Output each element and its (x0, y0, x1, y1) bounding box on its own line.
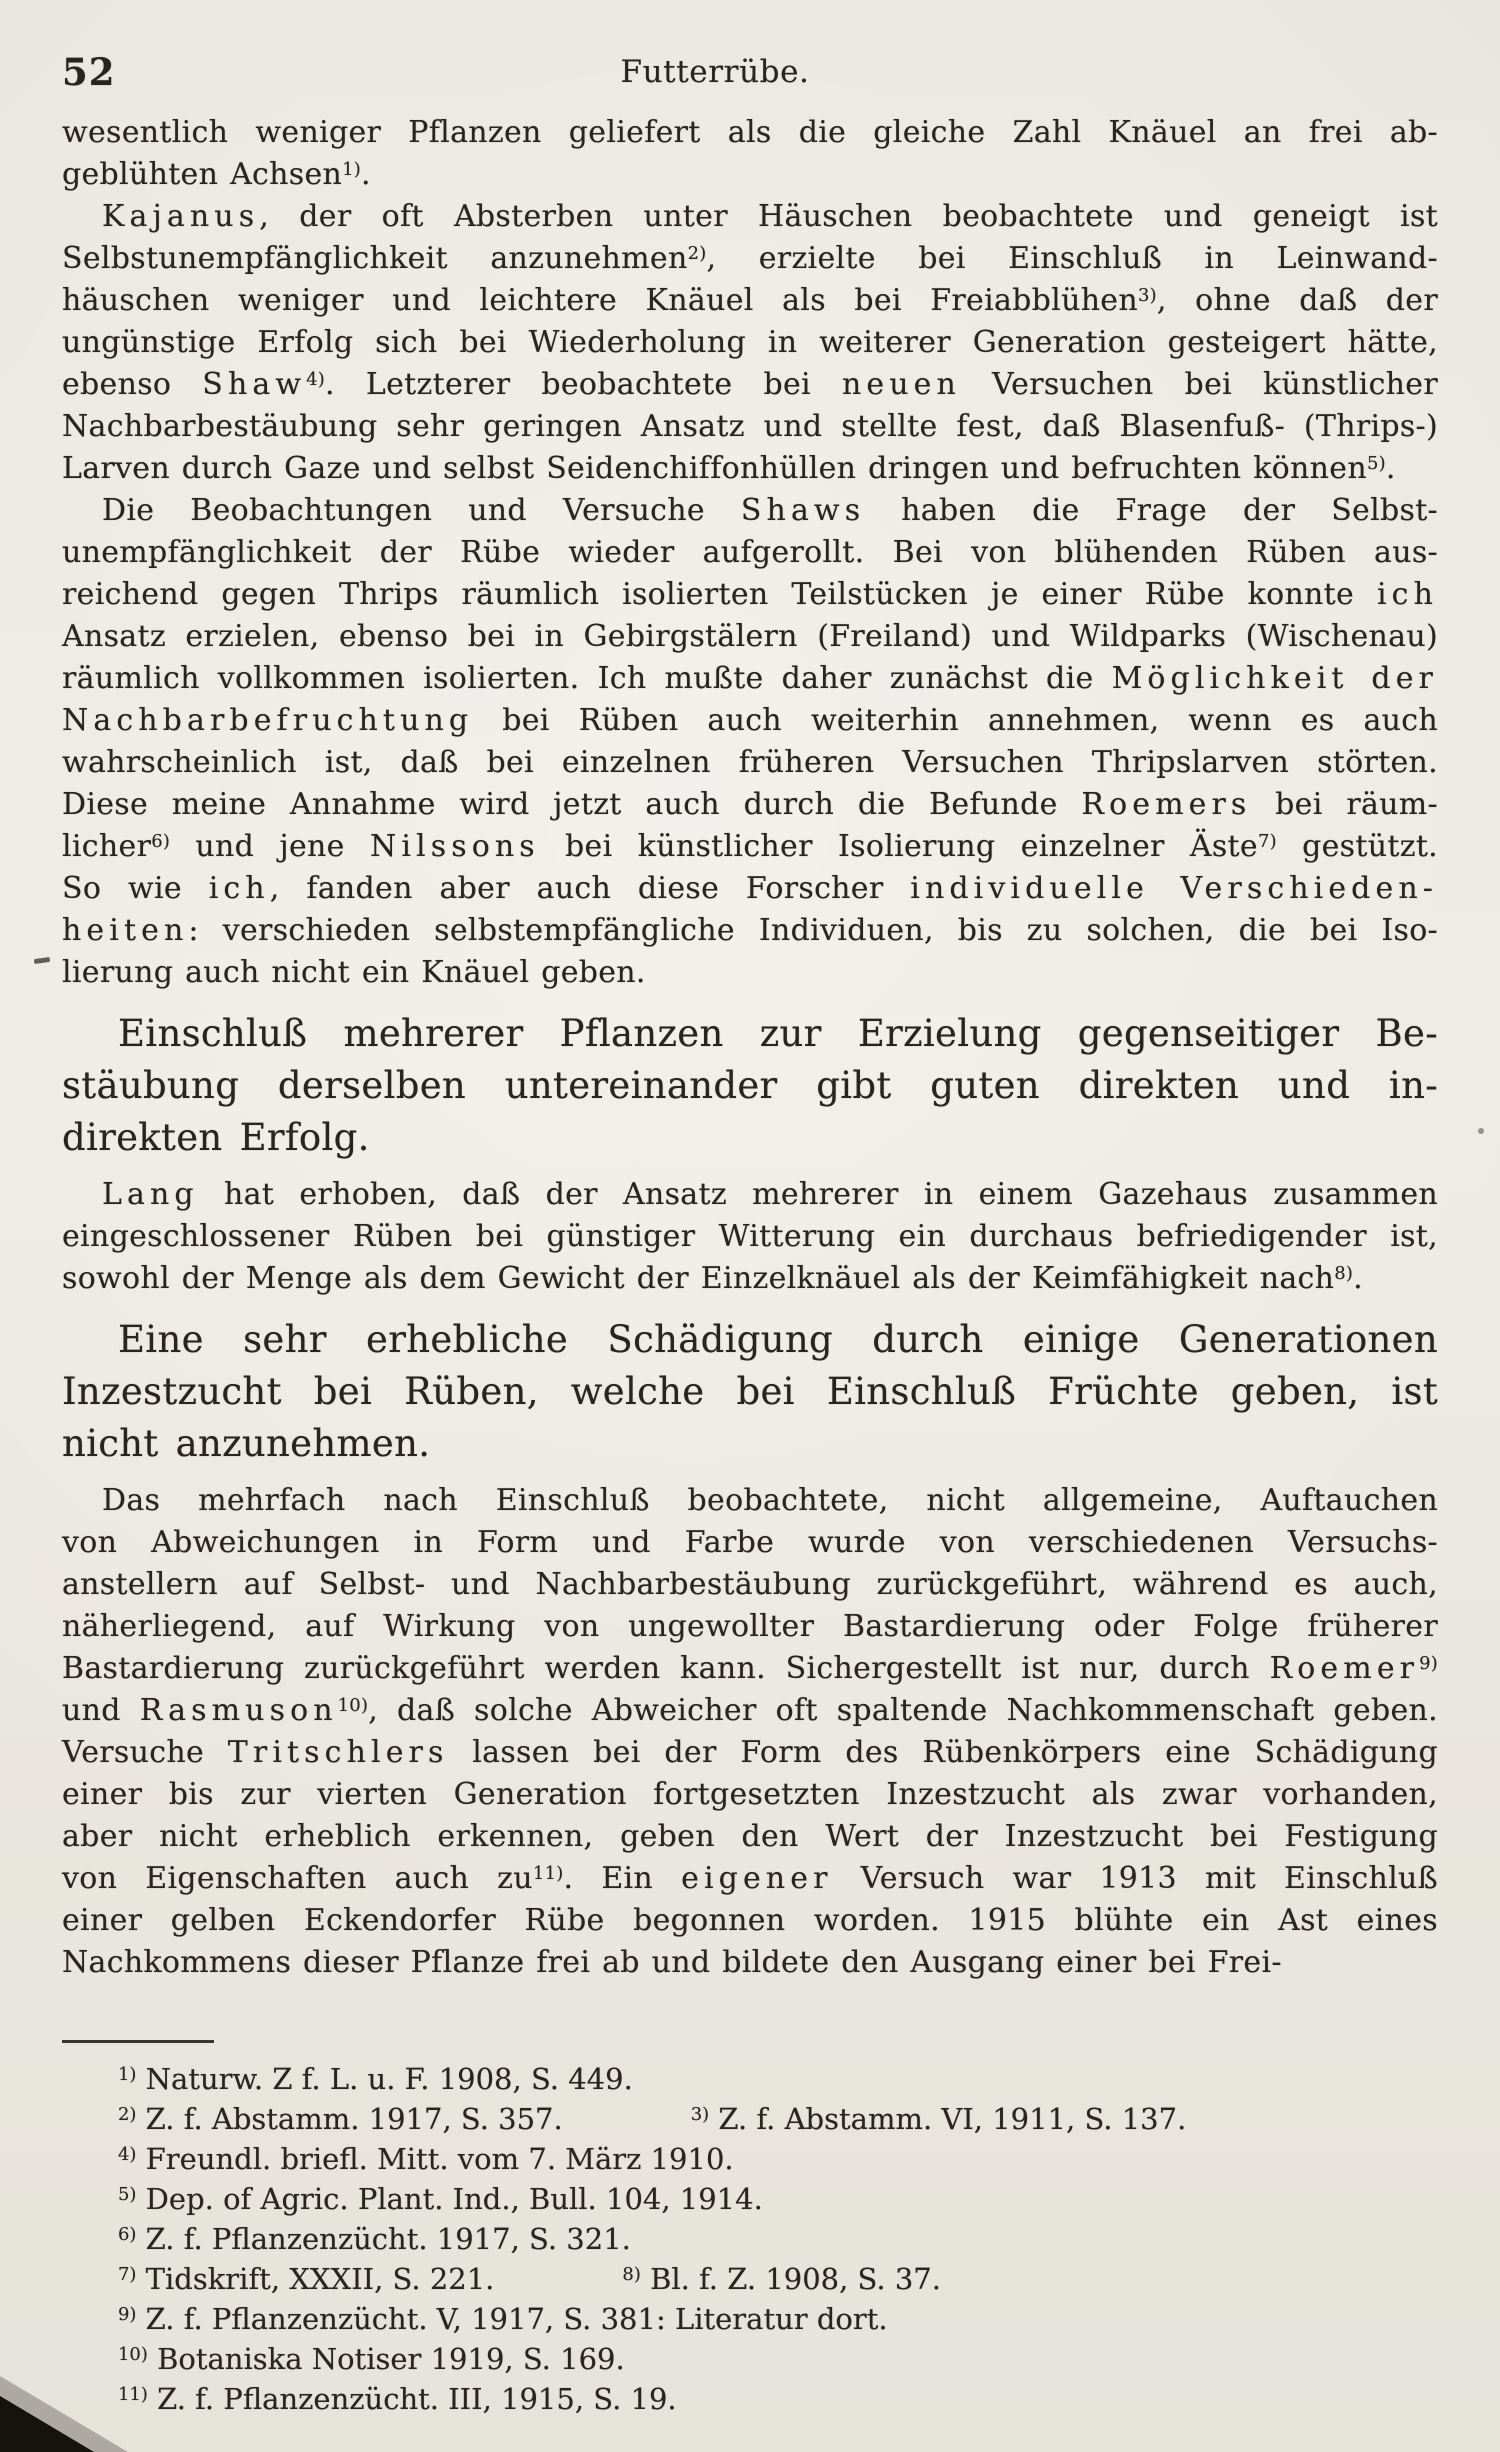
text-line (62, 1606, 1438, 1648)
footnote-marker: 10) (118, 2344, 148, 2366)
text-line (62, 1648, 1438, 1690)
footnote-line (62, 2219, 1438, 2259)
footnote-ref: 5) (1366, 453, 1386, 474)
text-line (62, 1418, 1438, 1470)
page-header (0, 0, 1500, 96)
text-segment: von Eigenschaften auch zu (62, 1861, 533, 1896)
text-line (62, 1258, 1438, 1300)
spaced-text: Shaw (202, 367, 307, 402)
text-segment: , erzielte bei Einschluß in Leinwand- (706, 241, 1438, 276)
text-line (62, 280, 1438, 322)
text-line (62, 574, 1438, 616)
text-line (62, 1732, 1438, 1774)
text-segment: Versuchen bei künstlicher (960, 367, 1438, 402)
footnote-ref: 1) (342, 159, 361, 180)
text-segment: bei künstlicher Isolierung einzelner Äste (539, 829, 1258, 864)
text-segment: wesentlich weniger Pflanzen geliefert als die gleiche Zahl Knäuel an frei ab- (62, 115, 1438, 150)
footnote-text: Z. f. Abstamm. 1917, S. 357. (136, 2102, 563, 2136)
footnote (118, 2102, 563, 2136)
footnote-line (62, 2139, 1438, 2179)
text-segment: . (1353, 1261, 1363, 1296)
spaced-text: individuelle Verschieden- (910, 871, 1439, 906)
footnote-ref: 9) (1419, 1653, 1438, 1674)
spaced-text: Nilssons (369, 829, 540, 864)
text-line (62, 1564, 1438, 1606)
footnotes-section (0, 2040, 1500, 2419)
text-line (62, 910, 1438, 952)
text-segment: , fanden aber auch diese Forscher (269, 871, 911, 906)
footnote-line (62, 2259, 1438, 2299)
text-segment: stäubung derselben untereinander gibt guten direkten und in- (62, 1064, 1438, 1107)
text-segment: Versuche (62, 1735, 228, 1770)
footnote-marker: 4) (118, 2144, 137, 2166)
text-line (62, 448, 1438, 490)
text-segment: Eine sehr erhebliche Schädigung durch einige Generationen (118, 1318, 1438, 1361)
text-segment: : verschieden selbstempfängliche Individuen, bis zu solchen, die bei Iso- (188, 913, 1438, 948)
footnote-marker: 11) (118, 2384, 148, 2406)
footnote-text: Z. f. Pflanzenzücht. III, 1915, S. 19. (147, 2382, 677, 2416)
text-segment: . (1385, 451, 1396, 486)
paragraph (62, 1174, 1438, 1300)
text-segment: , ohne daß der (1156, 283, 1438, 318)
paragraph (62, 490, 1438, 994)
spaced-text: neuen (841, 367, 961, 402)
text-segment: Nachkommens dieser Pflanze frei ab und bildete den Ausgang einer bei Frei- (62, 1945, 1282, 1980)
spaced-text: ich (1376, 577, 1438, 612)
spaced-text: Lang (102, 1177, 199, 1212)
text-segment: Bastardierung zurückgeführt werden kann. Sichergestellt ist nur, durch (62, 1651, 1270, 1686)
text-segment: sowohl der Menge als dem Gewicht der Einzelknäuel als der Keimfähigkeit nach (62, 1261, 1335, 1296)
text-line (62, 952, 1438, 994)
text-line (62, 1900, 1438, 1942)
paragraph (62, 196, 1438, 490)
text-segment: wahrscheinlich ist, daß bei einzelnen früheren Versuchen Thripslarven störten. (62, 745, 1438, 780)
spaced-text: Kajanus (102, 199, 260, 234)
text-segment: aber nicht erheblich erkennen, geben den Wert der Inzestzucht bei Festigung (62, 1819, 1438, 1854)
text-line (62, 700, 1438, 742)
text-line (62, 826, 1438, 868)
text-line (62, 1060, 1438, 1112)
text-line (62, 616, 1438, 658)
footnote-line (62, 2379, 1438, 2419)
text-segment: eingeschlossener Rüben bei günstiger Witterung ein durchaus befriedigender ist, (62, 1219, 1438, 1254)
text-segment: einer bis zur vierten Generation fortgesetzten Inzestzucht als zwar vorhanden, (62, 1777, 1438, 1812)
text-line (62, 1858, 1438, 1900)
text-line (62, 238, 1438, 280)
text-segment: Das mehrfach nach Einschluß beobachtete, nicht allgemeine, Auftauchen (102, 1483, 1438, 1518)
page-number: 52 (62, 50, 116, 94)
text-line (62, 1774, 1438, 1816)
footnote (118, 2222, 631, 2256)
footnote-rule (62, 2040, 214, 2043)
text-segment: Versuch war 1913 mit Einschluß (832, 1861, 1439, 1896)
text-segment: bei räum- (1251, 787, 1438, 822)
text-line (62, 1008, 1438, 1060)
footnote (118, 2262, 494, 2296)
text-segment: anstellern auf Selbst- und Nachbarbestäubung zurückgeführt, während es auch, (62, 1567, 1438, 1602)
footnote-text: Botaniska Notiser 1919, S. 169. (147, 2342, 625, 2376)
footnote-text: Dep. of Agric. Plant. Ind., Bull. 104, 1914. (136, 2182, 763, 2216)
text-segment: näherliegend, auf Wirkung von ungewollter Bastardierung oder Folge früherer (62, 1609, 1438, 1644)
text-line (62, 154, 1438, 196)
spaced-text: Tritschlers (227, 1735, 449, 1770)
footnote-text: Tidskrift, XXXII, S. 221. (136, 2262, 495, 2296)
footnote-ref: 10) (337, 1695, 369, 1716)
footnote-text: Z. f. Abstamm. VI, 1911, S. 137. (709, 2102, 1187, 2136)
text-line (62, 364, 1438, 406)
text-segment: einer gelben Eckendorfer Rübe begonnen worden. 1915 blühte ein Ast eines (62, 1903, 1438, 1938)
footnote-marker: 3) (690, 2104, 710, 2126)
text-segment: Larven durch Gaze und selbst Seidenchiffonhüllen dringen und befruchten können (62, 451, 1367, 486)
footnote-marker: 8) (622, 2264, 641, 2286)
text-segment: hat erhoben, daß der Ansatz mehrerer in einem Gazehaus zusammen (198, 1177, 1438, 1212)
footnote-ref: 3) (1138, 285, 1157, 306)
footnote (118, 2062, 633, 2096)
running-title: Futterrübe. (620, 54, 810, 90)
spaced-text: Shaws (740, 493, 866, 528)
text-line (62, 490, 1438, 532)
text-segment: direkten Erfolg. (62, 1116, 370, 1159)
footnote-marker: 7) (118, 2264, 137, 2286)
footnote (118, 2142, 734, 2176)
text-segment: Die Beobachtungen und Versuche (102, 493, 741, 528)
footnote-marker: 9) (118, 2304, 137, 2326)
text-segment: Selbstunempfänglichkeit anzunehmen (62, 241, 688, 276)
text-segment: Inzestzucht bei Rüben, welche bei Einschluß Früchte geben, ist (62, 1370, 1438, 1413)
text-segment: gestützt. (1276, 829, 1439, 864)
text-line (62, 1112, 1438, 1164)
text-line (62, 658, 1438, 700)
footnote-text: Freundl. briefl. Mitt. vom 7. März 1910. (136, 2142, 734, 2176)
paragraph (62, 1480, 1438, 1984)
text-line (62, 1174, 1438, 1216)
footnote-line (62, 2099, 1438, 2139)
footnote-marker: 1) (118, 2064, 137, 2086)
text-segment: unempfänglichkeit der Rübe wieder aufgerollt. Bei von blühenden Rüben aus- (62, 535, 1438, 570)
footnote-ref: 6) (151, 831, 171, 852)
footnote (691, 2102, 1187, 2136)
text-line (62, 1690, 1438, 1732)
text-segment: Nachbarbestäubung sehr geringen Ansatz und stellte fest, daß Blasenfuß- (Thrips-) (62, 409, 1438, 444)
footnote-marker: 5) (118, 2184, 137, 2206)
footnote-line (62, 2339, 1438, 2379)
text-segment: und (62, 1693, 140, 1728)
spaced-text: Roemer (1269, 1651, 1420, 1686)
text-segment: haben die Frage der Selbst- (865, 493, 1438, 528)
text-line (62, 784, 1438, 826)
text-line (62, 868, 1438, 910)
footnote-ref: 7) (1257, 831, 1277, 852)
paragraph (62, 1008, 1438, 1164)
spaced-text: Roemers (1081, 787, 1252, 822)
text-line (62, 1522, 1438, 1564)
body-text (0, 96, 1500, 1984)
footnote-ref: 11) (532, 1863, 564, 1884)
footnote-line (62, 2059, 1438, 2099)
paragraph (62, 112, 1438, 196)
footnote (118, 2302, 888, 2336)
spaced-text: Rasmuson (139, 1693, 338, 1728)
footnotes-list (62, 2059, 1438, 2419)
scan-artifact-dot (1478, 1128, 1484, 1134)
text-segment: . (361, 157, 371, 192)
text-segment: , daß solche Abweicher oft spaltende Nachkommenschaft geben. (368, 1693, 1438, 1728)
text-line (62, 1480, 1438, 1522)
text-segment: So wie (62, 871, 209, 906)
footnote (622, 2262, 941, 2296)
text-segment: Einschluß mehrerer Pflanzen zur Erzielung gegenseitiger Be- (118, 1012, 1438, 1055)
text-line (62, 1216, 1438, 1258)
text-segment: und jene (170, 829, 370, 864)
spaced-text: ich (208, 871, 270, 906)
text-segment: ungünstige Erfolg sich bei Wiederholung in weiterer Generation gesteigert hätte, (62, 325, 1438, 360)
text-segment: räumlich vollkommen isolierten. Ich mußte daher zunächst die (62, 661, 1112, 696)
text-segment: geblühten Achsen (62, 157, 343, 192)
footnote (118, 2342, 625, 2376)
text-segment: Diese meine Annahme wird jetzt auch durch die Befunde (62, 787, 1082, 822)
spaced-text: Nachbarbefruchtung (62, 703, 474, 738)
text-segment: . Letzterer beobachtete bei (325, 367, 842, 402)
text-line (62, 532, 1438, 574)
spaced-text: heiten (62, 913, 189, 948)
text-segment: . Ein (563, 1861, 682, 1896)
footnote-marker: 6) (118, 2224, 137, 2246)
footnote-text: Bl. f. Z. 1908, S. 37. (640, 2262, 941, 2296)
text-line (62, 406, 1438, 448)
footnote-marker: 2) (118, 2104, 137, 2126)
footnote (118, 2382, 677, 2416)
footnote-text: Naturw. Z f. L. u. F. 1908, S. 449. (136, 2062, 633, 2096)
footnote-ref: 4) (306, 369, 326, 390)
text-segment: nicht anzunehmen. (62, 1422, 431, 1465)
footnote-ref: 8) (1334, 1263, 1354, 1284)
spaced-text: Möglichkeit der (1111, 661, 1438, 696)
text-segment: von Abweichungen in Form und Farbe wurde von verschiedenen Versuchs- (62, 1525, 1438, 1560)
footnote-line (62, 2299, 1438, 2339)
text-segment: , der oft Absterben unter Häuschen beobachtete und geneigt ist (259, 199, 1438, 234)
paragraph (62, 1314, 1438, 1470)
text-segment: Ansatz erzielen, ebenso bei in Gebirgstälern (Freiland) und Wildparks (Wischenau) (62, 619, 1438, 654)
scan-artifact-corner (0, 2396, 94, 2452)
text-segment: ebenso (62, 367, 203, 402)
text-line (62, 112, 1438, 154)
text-segment: häuschen weniger und leichtere Knäuel als bei Freiabblühen (62, 283, 1138, 318)
text-line (62, 1314, 1438, 1366)
footnote-text: Z. f. Pflanzenzücht. V, 1917, S. 381: Literatur dort. (136, 2302, 888, 2336)
footnote (118, 2182, 763, 2216)
footnote-ref: 2) (687, 243, 707, 264)
text-segment: reichend gegen Thrips räumlich isolierten Teilstücken je einer Rübe konnte (62, 577, 1377, 612)
text-line (62, 196, 1438, 238)
text-line (62, 322, 1438, 364)
text-line (62, 1366, 1438, 1418)
footnote-line (62, 2179, 1438, 2219)
text-line (62, 1942, 1438, 1984)
text-segment: lierung auch nicht ein Knäuel geben. (62, 955, 646, 990)
text-line (62, 1816, 1438, 1858)
text-segment: licher (62, 829, 152, 864)
text-segment: lassen bei der Form des Rübenkörpers eine Schädigung (448, 1735, 1439, 1770)
footnote-text: Z. f. Pflanzenzücht. 1917, S. 321. (136, 2222, 631, 2256)
spaced-text: eigener (681, 1861, 833, 1896)
text-line (62, 742, 1438, 784)
text-segment: bei Rüben auch weiterhin annehmen, wenn es auch (473, 703, 1438, 738)
